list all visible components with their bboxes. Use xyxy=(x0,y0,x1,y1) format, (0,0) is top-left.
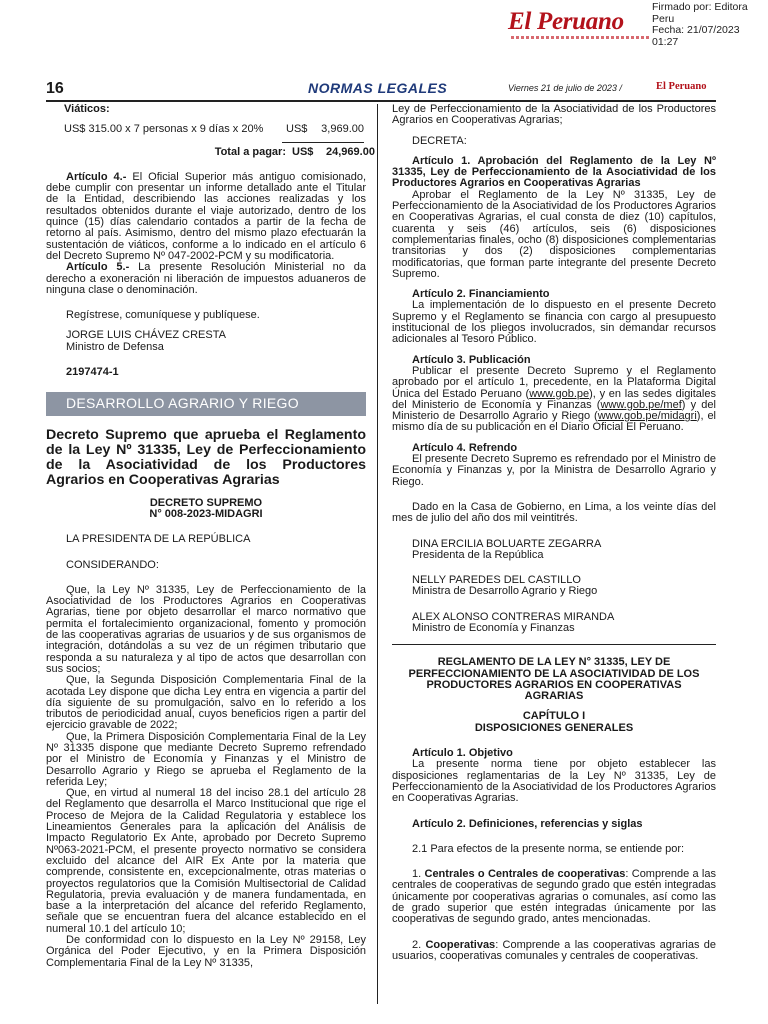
article-3-text-c: ) y del Ministerio de Desarrollo Agrario y Riego ( xyxy=(392,398,716,423)
article-3-text-a: Publicar el presente Decreto Supremo y el Reglamento aprobado por el artículo 1, precedente, en la Plataforma Digital Única del Estado Peruano ( xyxy=(392,364,716,400)
considerando-para-5: De conformidad con lo dispuesto en la Ley Nº 29158, Ley Orgánica del Poder Ejecutivo, y en la Primera Disposición Complementaria Final de la Ley Nº 31335, xyxy=(46,934,366,969)
total-currency: US$ xyxy=(292,145,314,158)
left-column xyxy=(46,103,375,969)
logo-decoration xyxy=(511,36,651,39)
section-rule xyxy=(392,634,716,645)
decree-number-line1: DECRETO SUPREMO xyxy=(149,496,263,509)
header-logo: El Peruano xyxy=(656,81,707,92)
chapter-number: CAPÍTULO I xyxy=(522,710,586,723)
reg-article-1-text: La presente norma tiene por objeto establecer las disposiciones reglamentarias de la Ley Nº 31335, Ley de Perfeccionamiento de la Asociatividad de los Productores Agrarios en Cooperativas Agrarias. xyxy=(392,758,716,805)
item-1-text: : Comprende a las centrales de cooperativas de segundo grado que estén integradas únicamente por cooperativas agrarias o comunales, así como las de grado superior que estén integradas únicamente por las cooperativas de segundo grado, antes mencionadas. xyxy=(392,868,716,926)
signature-line: Fecha: 21/07/2023 01:27 xyxy=(652,24,740,48)
article-4-text-right: El presente Decreto Supremo es refrendado por el Ministro de Economía y Finanzas y, por la Ministra de Desarrollo Agrario y Riego. xyxy=(392,453,716,488)
article-2-head: Artículo 2. Financiamiento xyxy=(412,288,550,301)
sum-line xyxy=(282,142,364,143)
item-2-head: Cooperativas xyxy=(425,938,496,951)
right-column xyxy=(392,104,716,962)
article-3-head: Artículo 3. Publicación xyxy=(412,353,531,366)
total-value: 24,969.00 xyxy=(326,145,375,158)
el-peruano-logo: El Peruano xyxy=(508,8,624,35)
reg-article-2-head: Artículo 2. Definiciones, referencias y siglas xyxy=(412,817,643,830)
article-5 xyxy=(46,262,366,296)
considerando-para-2: Que, la Segunda Disposición Complementaria Final de la acotada Ley dispone que dicha Ley entra en vigencia a partir del día siguiente de su promulgación, salvo en lo referido a los tributos de periodicidad anual, cuyos beneficios rigen a partir del ejercicio gravable de 2022; xyxy=(46,674,366,732)
signature-line: Peru xyxy=(652,12,675,25)
reg-article-2-1: 2.1 Para efectos de la presente norma, se entiende por: xyxy=(412,842,685,855)
article-3-text-d: ), el mismo día de su publicación en el Diario Oficial El Peruano. xyxy=(392,410,716,434)
signatory-2-role: Ministra de Desarrollo Agrario y Riego xyxy=(412,585,598,598)
reg-article-1-head: Artículo 1. Objetivo xyxy=(412,747,513,760)
article-3-text-b: ), y en las sedes digitales del Ministerio de Economía y Finanzas ( xyxy=(392,387,716,411)
signatory-3-name: ALEX ALONSO CONTRERAS MIRANDA xyxy=(412,610,615,623)
registrese: Regístrese, comuníquese y publíquese. xyxy=(66,309,260,322)
article-3-text xyxy=(392,366,716,434)
decree-title: Decreto Supremo que aprueba el Reglamento de la Ley Nº 31335, Ley de Perfeccionamiento de la Asociatividad de los Productores Agrarios en Cooperativas Agrarias xyxy=(46,426,366,488)
total-row xyxy=(46,145,375,158)
definition-item-2 xyxy=(392,940,716,963)
item-1-number: 1. xyxy=(412,868,422,881)
section-banner: DESARROLLO AGRARIO Y RIEGO xyxy=(46,392,366,415)
gob-pe-link[interactable]: www.gob.pe xyxy=(529,387,590,400)
calc-value: 3,969.00 xyxy=(321,123,364,136)
signer-role: Ministro de Defensa xyxy=(66,340,164,353)
signatory-2-name: NELLY PAREDES DEL CASTILLO xyxy=(412,574,581,587)
continued-text: Ley de Perfeccionamiento de la Asociatividad de los Productores Agrarios en Cooperativas Agrarias; xyxy=(392,103,716,127)
article-1-text: Aprobar el Reglamento de la Ley Nº 31335, Ley de Perfeccionamiento de la Asociatividad de los Productores Agrarios en Cooperativas Agrarias, el cual consta de diez (10) capítulos, cuarenta y seis (46) artículos, seis (6) disposiciones complementarias finales, ocho (8) disposiciones complementarias transitorias y dos (2) disposiciones complementarias modificatorias, que forman parte integrante del presente Decreto Supremo. xyxy=(392,188,716,280)
considerando: CONSIDERANDO: xyxy=(66,558,159,571)
considerando-para-3: Que, la Primera Disposición Complementaria Final de la Ley Nº 31335 dispone que mediante Decreto Supremo refrendado por el Ministro de Economía y Finanzas y el Ministro de Desarrollo Agrario y Riego se aprueba el Reglamento de la referida Ley; xyxy=(46,730,366,788)
article-2-text: La implementación de lo dispuesto en el presente Decreto Supremo y el Reglamento se financia con cargo al presupuesto institucional de los pliegos involucrados, sin demandar recursos adicionales al Tesoro Público. xyxy=(392,299,716,346)
regulation-title: REGLAMENTO DE LA LEY N° 31335, LEY DE PERFECCIONAMIENTO DE LA ASOCIATIVIDAD DE LOS PRODUCTORES AGRARIOS EN COOPERATIVAS AGRARIAS xyxy=(408,656,700,703)
item-1-head: Centrales o Centrales de cooperativas xyxy=(424,868,626,881)
column-divider xyxy=(377,104,378,1004)
definition-item-1 xyxy=(392,869,716,925)
page-header xyxy=(46,78,716,102)
article-4-head: Artículo 4.- xyxy=(66,170,127,183)
dado-en-lima: Dado en la Casa de Gobierno, en Lima, a los veinte días del mes de julio del año dos mil veintitrés. xyxy=(392,500,716,525)
total-label: Total a pagar: xyxy=(214,145,286,158)
considerando-para-1: Que, la Ley Nº 31335, Ley de Perfeccionamiento de la Asociatividad de los Productores Agrarios en Cooperativas Agrarias, tiene por objeto desarrollar el marco normativo que permita el fortalecimiento organizacional, fomento y promoción de las cooperativas agrarias de usuarios y de sus organismos de integración, dotándolas a su vez de un régimen tributario que responda a su naturaleza y al tipo de actos que desarrollan con sus socios; xyxy=(46,583,366,675)
item-2-text: : Comprende a las cooperativas agrarias de usuarios, cooperativas comunales y centrales de cooperativas. xyxy=(392,938,716,962)
document-code: 2197474-1 xyxy=(66,366,119,379)
signatory-1-name: DINA ERCILIA BOLUARTE ZEGARRA xyxy=(412,537,602,550)
section-title: NORMAS LEGALES xyxy=(308,80,448,96)
midagri-link[interactable]: www.gob.pe/midagri xyxy=(597,410,697,423)
article-4-head-right: Artículo 4. Refrendo xyxy=(412,441,518,454)
item-2-number: 2. xyxy=(412,938,422,951)
calc-text: US$ 315.00 x 7 personas x 9 días x 20% xyxy=(64,123,264,136)
signer-name: JORGE LUIS CHÁVEZ CRESTA xyxy=(66,329,226,342)
signatory-1-role: Presidenta de la República xyxy=(412,548,544,561)
signature-line: Firmado por: Editora xyxy=(652,1,748,13)
presidenta: LA PRESIDENTA DE LA REPÚBLICA xyxy=(66,533,251,546)
article-4-text: El Oficial Superior más antiguo comisionado, debe cumplir con presentar un informe detallado ante el Titular de la Entidad, describiendo las acciones realizadas y los resultados obtenidos durante el viaje autorizado, dentro de los quince (15) días calendario contados a partir de la fecha de retorno al país. Asimismo, dentro del mismo plazo efectuarán la sustentación de viáticos, conforme a lo indicado en el artículo 6 del Decreto Supremo Nº 047-2002-PCM y su modificatoria. xyxy=(46,170,366,262)
calc-currency: US$ xyxy=(286,123,308,136)
decree-number-line2: N° 008-2023-MIDAGRI xyxy=(149,507,263,520)
article-5-head: Artículo 5.- xyxy=(66,261,130,274)
article-4 xyxy=(46,172,366,262)
chapter-name: DISPOSICIONES GENERALES xyxy=(474,721,634,734)
article-1-head: Artículo 1. Aprobación del Reglamento de la Ley Nº 31335, Ley de Perfeccionamiento de la Asociatividad de los Productores Agrarios en Cooperativas Agrarias xyxy=(392,154,716,190)
calc-row xyxy=(46,124,366,135)
mef-link[interactable]: www.gob.pe/mef xyxy=(600,398,682,411)
digital-signature xyxy=(652,2,768,48)
decreta: DECRETA: xyxy=(412,134,467,147)
considerando-para-4: Que, en virtud al numeral 18 del inciso 28.1 del artículo 28 del Reglamento que desarrolla el Marco Institucional que rige el Proceso de Mejora de la Calidad Regulatoria y establece los Lineamientos Generales para la aplicación del Análisis de Impacto Regulatorio Ex Ante, aprobado por Decreto Supremo Nº063-2021-PCM, el presente proyecto normativo se considera excluido del alcance del AIR Ex Ante por la materia que comprende, consistente en, excepcionalmente, otras materias o proyectos regulatorios que la Comisión Multisectorial de Calidad Regulatoria, previa evaluación y de manera fundamentada, en base a la interpretación del alcance del referido Reglamento, señale que se encuentran fuera del alcance establecido en el numeral 10.1 del artículo 10; xyxy=(46,787,366,935)
signatory-3-role: Ministro de Economía y Finanzas xyxy=(412,621,575,634)
page-number: 16 xyxy=(46,80,64,97)
viaticos-label: Viáticos: xyxy=(64,103,110,115)
issue-date: Viernes 21 de julio de 2023 / xyxy=(508,83,622,93)
article-5-text: La presente Resolución Ministerial no da derecho a exoneración ni liberación de impuestos aduaneros de ninguna clase o denominación. xyxy=(46,261,367,296)
